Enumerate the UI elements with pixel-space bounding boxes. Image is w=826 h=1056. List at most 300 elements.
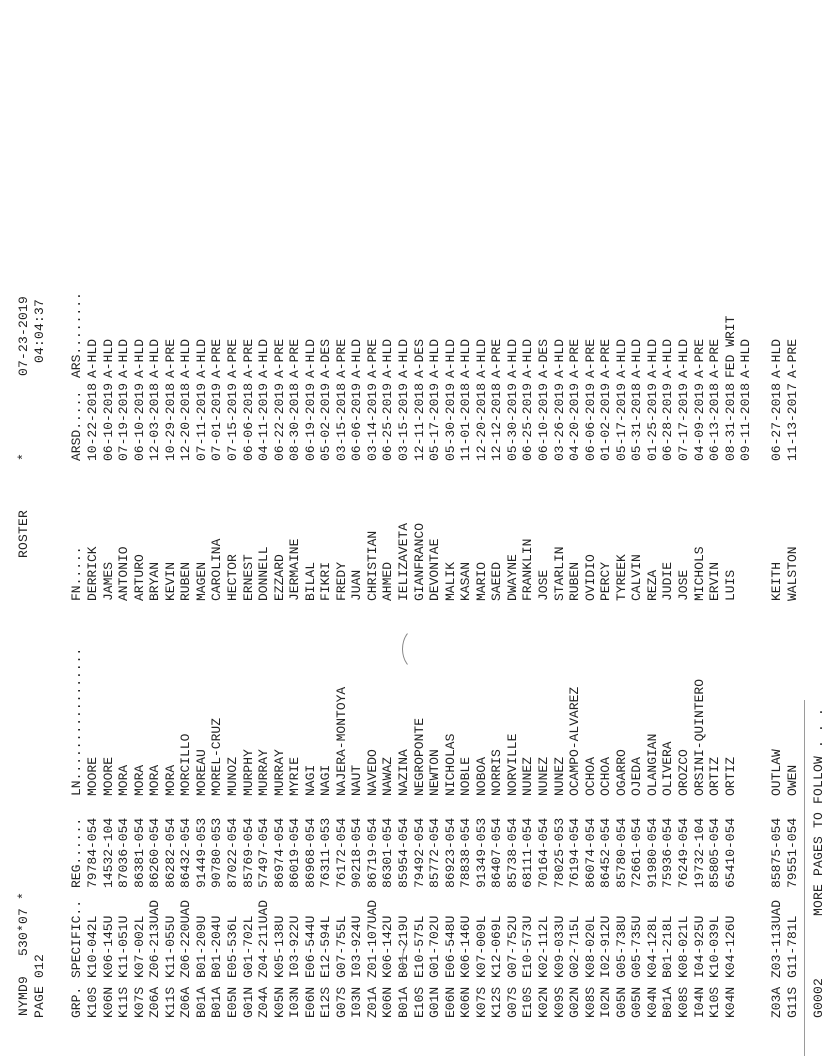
- grp-cell: E10S: [520, 986, 536, 1018]
- reg-cell: 85769-054: [240, 817, 256, 888]
- last-name-cell: NOBLE: [458, 756, 474, 796]
- table-row: [116, 0, 132, 1056]
- reg-cell: 76249-054: [675, 817, 691, 888]
- table-row: [692, 0, 708, 1056]
- table-row: [287, 0, 303, 1056]
- last-name-cell: OLANGIAN: [644, 733, 660, 796]
- specific-cell: K11-055U: [162, 915, 178, 978]
- last-name-cell: MURRAY: [256, 749, 272, 796]
- ars-cell: A-PRE: [707, 338, 722, 378]
- last-name-cell: NOBOA: [473, 756, 489, 796]
- ars-cell: A-PRE: [287, 338, 303, 378]
- grp-cell: E05N: [225, 986, 240, 1018]
- grp-cell: K08S: [582, 986, 598, 1018]
- table-row: [583, 0, 599, 1056]
- footer-note: MORE PAGES TO FOLLOW . . .: [811, 707, 826, 916]
- last-name-cell: NAWAZ: [380, 756, 396, 796]
- last-name-cell: MORA: [131, 764, 147, 796]
- reg-cell: 75936-054: [660, 817, 676, 888]
- last-name-cell: NUNEZ: [536, 756, 551, 796]
- table-row: [209, 0, 225, 1056]
- grp-cell: K11S: [162, 986, 178, 1018]
- first-name-cell: JOSE: [536, 569, 551, 601]
- ars-cell: A-PRE: [271, 338, 287, 378]
- table-row: [380, 0, 396, 1056]
- arsd-cell: 05-02-2019: [318, 382, 334, 461]
- table-row: [536, 0, 552, 1056]
- arsd-cell: 03-15-2019: [396, 382, 411, 461]
- reg-cell: 90780-053: [209, 817, 225, 888]
- reg-cell: 91449-053: [193, 817, 209, 888]
- last-name-cell: NORRIS: [489, 749, 505, 796]
- reg-cell: 86432-054: [178, 817, 194, 888]
- specific-cell: K06-146U: [458, 915, 474, 978]
- grp-cell: I03N: [287, 986, 303, 1018]
- last-name-cell: ORSINI-QUINTERO: [691, 678, 707, 796]
- first-name-cell: ERNEST: [240, 554, 256, 601]
- last-name-cell: MORA: [147, 764, 163, 796]
- specific-cell: Z01-107UAD: [364, 899, 380, 978]
- arsd-cell: 06-10-2019: [100, 382, 116, 461]
- last-name-cell: NEGROPONTE: [411, 717, 427, 796]
- last-name-cell: OCHOA: [582, 756, 598, 796]
- first-name-cell: BILAL: [302, 561, 318, 601]
- report-title: ROSTER: [16, 509, 31, 558]
- grp-cell: K10S: [85, 986, 100, 1018]
- first-name-cell: ARTURO: [131, 554, 147, 601]
- ars-cell: A-DES: [536, 338, 551, 378]
- table-row: [147, 0, 163, 1056]
- first-name-cell: RUBEN: [567, 561, 582, 601]
- ars-cell: A-HLD: [131, 338, 147, 378]
- first-name-cell: SAEED: [489, 561, 505, 601]
- first-name-cell: KEITH: [769, 561, 785, 601]
- specific-cell: G07-755L: [333, 915, 349, 978]
- specific-cell: I03-922U: [287, 915, 303, 978]
- column-header-row: [69, 0, 85, 1056]
- reg-cell: 86301-054: [380, 817, 396, 888]
- reg-cell: 78838-054: [458, 817, 474, 888]
- reg-cell: 87036-054: [116, 817, 132, 888]
- specific-cell: K05-138U: [271, 915, 287, 978]
- first-name-cell: REZA: [644, 569, 660, 601]
- arsd-cell: 12-20-2018: [473, 382, 489, 461]
- last-name-cell: MYRIE: [287, 756, 303, 796]
- grp-cell: Z01A: [364, 986, 380, 1018]
- ars-cell: A-HLD: [675, 338, 691, 378]
- specific-cell: B01-204U: [209, 915, 225, 978]
- grp-cell: K06N: [100, 986, 116, 1018]
- table-row: [567, 0, 583, 1056]
- ars-cell: A-HLD: [256, 338, 272, 378]
- first-name-cell: HECTOR: [225, 554, 240, 601]
- first-name-cell: JOSE: [675, 569, 691, 601]
- arsd-cell: 06-06-2019: [349, 382, 365, 461]
- first-name-cell: JUAN: [349, 569, 365, 601]
- arsd-cell: 01-02-2019: [598, 382, 614, 461]
- specific-cell: G01-702U: [427, 915, 443, 978]
- reg-cell: 86974-054: [271, 817, 287, 888]
- table-row: [334, 0, 350, 1056]
- table-row: [178, 0, 194, 1056]
- table-row: [132, 0, 148, 1056]
- last-name-cell: NICHOLAS: [442, 733, 458, 796]
- grp-cell: G07S: [504, 986, 520, 1018]
- last-name-cell: NORVILLE: [504, 733, 520, 796]
- ars-cell: A-PRE: [691, 338, 707, 378]
- report-date: 07-23-2019: [16, 295, 31, 376]
- ars-cell: A-HLD: [629, 338, 645, 378]
- specific-cell: K04-126U: [722, 915, 738, 978]
- last-name-cell: MORA: [162, 764, 178, 796]
- col-specific: SPECIFIC..: [69, 899, 84, 978]
- first-name-cell: KASAN: [458, 561, 474, 601]
- col-fn: FN.....: [69, 546, 84, 601]
- grp-cell: K07S: [473, 986, 489, 1018]
- first-name-cell: CHRISTIAN: [364, 530, 380, 601]
- reg-cell: 72661-054: [629, 817, 645, 888]
- specific-cell: Z03-113UAD: [769, 899, 785, 978]
- col-ln: LN.................: [69, 647, 84, 796]
- first-name-cell: JERMAINE: [287, 538, 303, 601]
- reg-cell: 79492-054: [411, 817, 427, 888]
- arsd-cell: 06-25-2019: [520, 382, 536, 461]
- last-name-cell: OGARRO: [613, 749, 629, 796]
- last-name-cell: OUTLAW: [769, 749, 785, 796]
- ars-cell: A-HLD: [473, 338, 489, 378]
- grp-cell: G11S: [784, 986, 800, 1018]
- specific-cell: E10-575L: [411, 915, 427, 978]
- specific-cell: K08-020L: [582, 915, 598, 978]
- reg-cell: 87022-054: [225, 817, 240, 888]
- ars-cell: A-PRE: [582, 338, 598, 378]
- table-row: [163, 0, 179, 1056]
- arsd-cell: 10-22-2018: [85, 382, 100, 461]
- col-reg: REG......: [69, 817, 84, 888]
- specific-cell: K11-051U: [116, 915, 132, 978]
- first-name-cell: JAMES: [100, 561, 116, 601]
- grp-cell: I04N: [691, 986, 707, 1018]
- grp-cell: K05N: [271, 986, 287, 1018]
- last-name-cell: MURPHY: [240, 749, 256, 796]
- table-row: [489, 0, 505, 1056]
- reg-cell: 86719-054: [364, 817, 380, 888]
- table-row: [754, 0, 770, 1056]
- specific-cell: B01-219U: [396, 915, 411, 978]
- reg-cell: 85738-054: [504, 817, 520, 888]
- last-name-cell: MOORE: [100, 756, 116, 796]
- first-name-cell: STARLIN: [551, 546, 567, 601]
- table-row: [614, 0, 630, 1056]
- last-name-cell: ORTIZ: [707, 756, 722, 796]
- arsd-cell: 06-19-2019: [302, 382, 318, 461]
- specific-cell: G02-715L: [567, 915, 582, 978]
- reg-cell: 91349-053: [473, 817, 489, 888]
- arsd-cell: 04-11-2019: [256, 382, 272, 461]
- arsd-cell: 05-30-2019: [504, 382, 520, 461]
- first-name-cell: OVIDIO: [582, 554, 598, 601]
- specific-cell: K04-128L: [644, 915, 660, 978]
- grp-cell: G07S: [333, 986, 349, 1018]
- specific-cell: K07-009L: [473, 915, 489, 978]
- specific-cell: I04-925U: [691, 915, 707, 978]
- arsd-cell: 12-20-2018: [178, 382, 194, 461]
- ars-cell: A-HLD: [349, 338, 365, 378]
- last-name-cell: MOREAU: [193, 749, 209, 796]
- grp-cell: Z06A: [147, 986, 163, 1018]
- reg-cell: 79784-054: [85, 817, 100, 888]
- grp-cell: G02N: [567, 986, 582, 1018]
- arsd-cell: 06-13-2018: [707, 382, 722, 461]
- specific-cell: B01-218L: [660, 915, 676, 978]
- first-name-cell: DWAYNE: [504, 554, 520, 601]
- last-name-cell: OJEDA: [629, 756, 645, 796]
- table-row: [676, 0, 692, 1056]
- reg-cell: 85780-054: [613, 817, 629, 888]
- ars-cell: A-HLD: [644, 338, 660, 378]
- table-row: [598, 0, 614, 1056]
- grp-cell: K06N: [380, 986, 396, 1018]
- last-name-cell: NAZINA: [396, 749, 411, 796]
- ars-cell: A-HLD: [85, 338, 100, 378]
- ars-cell: A-HLD: [551, 338, 567, 378]
- reg-cell: 14532-104: [100, 817, 116, 888]
- grp-cell: I02N: [598, 986, 614, 1018]
- binder-hole-mark: [402, 628, 432, 670]
- last-name-cell: MOREL-CRUZ: [209, 717, 225, 796]
- table-row: [241, 0, 257, 1056]
- last-name-cell: NAVEDO: [364, 749, 380, 796]
- reg-cell: 86452-054: [598, 817, 614, 888]
- ars-cell: A-PRE: [209, 338, 225, 378]
- first-name-cell: JUDIE: [660, 561, 676, 601]
- first-name-cell: EZZARD: [271, 554, 287, 601]
- arsd-cell: 04-20-2019: [567, 382, 582, 461]
- grp-cell: G01N: [240, 986, 256, 1018]
- ars-cell: A-HLD: [427, 338, 443, 378]
- table-row: [738, 0, 754, 1056]
- arsd-cell: 12-03-2018: [147, 382, 163, 461]
- last-name-cell: OCHOA: [598, 756, 614, 796]
- arsd-cell: 03-14-2019: [364, 382, 380, 461]
- ars-cell: A-DES: [411, 338, 427, 378]
- specific-cell: E06-544U: [302, 915, 318, 978]
- last-name-cell: NEWTON: [427, 749, 443, 796]
- grp-cell: K08S: [675, 986, 691, 1018]
- first-name-cell: RUBEN: [178, 561, 194, 601]
- reg-cell: 79551-054: [784, 817, 800, 888]
- first-name-cell: ANTONIO: [116, 546, 132, 601]
- grp-cell: G05N: [629, 986, 645, 1018]
- specific-cell: K10-042L: [85, 915, 100, 978]
- ars-cell: A-HLD: [660, 338, 676, 378]
- ars-cell: A-PRE: [162, 338, 178, 378]
- arsd-cell: 07-01-2019: [209, 382, 225, 461]
- first-name-cell: AHMED: [380, 561, 396, 601]
- last-name-cell: OLIVERA: [660, 741, 676, 796]
- specific-cell: K10-039L: [707, 915, 722, 978]
- arsd-cell: 07-11-2019: [193, 382, 209, 461]
- specific-cell: G11-781L: [784, 915, 800, 978]
- ars-cell: A-HLD: [504, 338, 520, 378]
- arsd-cell: 06-10-2019: [131, 382, 147, 461]
- specific-cell: Z06-220UAD: [178, 899, 194, 978]
- grp-cell: B01A: [396, 986, 411, 1018]
- last-name-cell: NAJERA-MONTOYA: [333, 686, 349, 796]
- reg-cell: 57497-054: [256, 817, 272, 888]
- first-name-cell: ERVIN: [707, 561, 722, 601]
- specific-cell: G07-752U: [504, 915, 520, 978]
- header-star: *: [16, 452, 31, 461]
- grp-cell: K07S: [131, 986, 147, 1018]
- first-name-cell: MARIO: [473, 561, 489, 601]
- reg-cell: 76172-054: [333, 817, 349, 888]
- first-name-cell: MALIK: [442, 561, 458, 601]
- reg-cell: 86260-054: [147, 817, 163, 888]
- first-name-cell: CAROLINA: [209, 538, 225, 601]
- grp-cell: Z06A: [178, 986, 194, 1018]
- specific-cell: K08-021L: [675, 915, 691, 978]
- ars-cell: FED WRIT: [722, 315, 738, 378]
- reg-cell: 76194-054: [567, 817, 582, 888]
- ars-cell: A-PRE: [225, 338, 240, 378]
- table-row: [256, 0, 272, 1056]
- arsd-cell: 07-19-2019: [116, 382, 132, 461]
- specific-cell: K12-069L: [489, 915, 505, 978]
- col-grp: GRP.: [69, 986, 84, 1018]
- specific-cell: G01-702L: [240, 915, 256, 978]
- last-name-cell: ORTIZ: [722, 756, 738, 796]
- grp-cell: E12S: [318, 986, 334, 1018]
- last-name-cell: NUNEZ: [520, 756, 536, 796]
- specific-cell: G05-735U: [629, 915, 645, 978]
- last-name-cell: NUNEZ: [551, 756, 567, 796]
- specific-cell: K06-145U: [100, 915, 116, 978]
- ars-cell: A-PRE: [240, 338, 256, 378]
- first-name-cell: FRANKLIN: [520, 538, 536, 601]
- first-name-cell: LUIS: [722, 569, 738, 601]
- arsd-cell: 06-25-2019: [380, 382, 396, 461]
- grp-cell: B01A: [209, 986, 225, 1018]
- arsd-cell: 06-06-2019: [582, 382, 598, 461]
- grp-cell: E10S: [411, 986, 427, 1018]
- arsd-cell: 08-31-2018: [722, 382, 738, 461]
- specific-cell: B01-209U: [193, 915, 209, 978]
- grp-cell: Z03A: [769, 986, 785, 1018]
- ars-cell: A-HLD: [458, 338, 474, 378]
- arsd-cell: 07-17-2019: [675, 382, 691, 461]
- arsd-cell: 11-13-2017: [784, 382, 800, 461]
- arsd-cell: 03-15-2018: [333, 382, 349, 461]
- table-row: [349, 0, 365, 1056]
- table-row: [412, 0, 428, 1056]
- table-row: [365, 0, 381, 1056]
- table-row: [458, 0, 474, 1056]
- arsd-cell: 06-27-2018: [769, 382, 785, 461]
- reg-cell: 85875-054: [769, 817, 785, 888]
- specific-cell: I02-912U: [598, 915, 614, 978]
- table-row: [769, 0, 785, 1056]
- last-name-cell: MORCILLO: [178, 733, 194, 796]
- reg-cell: 85772-054: [427, 817, 443, 888]
- reg-cell: 85954-054: [396, 817, 411, 888]
- ars-cell: A-HLD: [442, 338, 458, 378]
- first-name-cell: TYREEK: [613, 554, 629, 601]
- specific-cell: Z06-213UAD: [147, 899, 163, 978]
- ars-cell: A-HLD: [396, 338, 411, 378]
- header-sub: 530*07 *: [16, 891, 31, 956]
- last-name-cell: MOORE: [85, 756, 100, 796]
- first-name-cell: DEVONTAE: [427, 538, 443, 601]
- specific-cell: K09-033U: [551, 915, 567, 978]
- ars-cell: A-HLD: [193, 338, 209, 378]
- table-row: [474, 0, 490, 1056]
- arsd-cell: 05-17-2019: [427, 382, 443, 461]
- table-row: [785, 0, 801, 1056]
- specific-cell: E06-548U: [442, 915, 458, 978]
- arsd-cell: 06-06-2018: [240, 382, 256, 461]
- first-name-cell: MICHOLS: [691, 546, 707, 601]
- ars-cell: A-HLD: [116, 338, 132, 378]
- grp-cell: G05N: [613, 986, 629, 1018]
- grp-cell: K06N: [458, 986, 474, 1018]
- specific-cell: G05-738U: [613, 915, 629, 978]
- last-name-cell: OWEN: [784, 764, 800, 796]
- table-row: [520, 0, 536, 1056]
- table-row: [443, 0, 459, 1056]
- specific-cell: I03-924U: [349, 915, 365, 978]
- first-name-cell: KEVIN: [162, 561, 178, 601]
- first-name-cell: MAGEN: [193, 561, 209, 601]
- reg-cell: 86282-054: [162, 817, 178, 888]
- specific-cell: K02-112L: [536, 915, 551, 978]
- table-row: [660, 0, 676, 1056]
- last-name-cell: OROZCO: [675, 749, 691, 796]
- grp-cell: K04N: [722, 986, 738, 1018]
- table-row: [552, 0, 568, 1056]
- grp-cell: I03N: [349, 986, 365, 1018]
- table-row: [427, 0, 443, 1056]
- ars-cell: A-HLD: [302, 338, 318, 378]
- ars-cell: A-HLD: [738, 338, 754, 378]
- header-code: NYMD9: [16, 975, 31, 1016]
- ars-cell: A-DES: [318, 338, 334, 378]
- grp-cell: B01A: [193, 986, 209, 1018]
- reg-cell: 86074-054: [582, 817, 598, 888]
- reg-cell: 91980-054: [644, 817, 660, 888]
- first-name-cell: WALSTON: [784, 546, 800, 601]
- arsd-cell: 05-17-2019: [613, 382, 629, 461]
- ars-cell: A-PRE: [333, 338, 349, 378]
- last-name-cell: NAGI: [302, 764, 318, 796]
- specific-cell: K07-002L: [131, 915, 147, 978]
- ars-cell: A-HLD: [100, 338, 116, 378]
- reg-cell: 70164-054: [536, 817, 551, 888]
- arsd-cell: 06-28-2019: [660, 382, 676, 461]
- grp-cell: E06N: [442, 986, 458, 1018]
- reg-cell: 90218-054: [349, 817, 365, 888]
- report-time: 04:04:37: [32, 298, 47, 363]
- last-name-cell: MORA: [116, 764, 132, 796]
- reg-cell: 65410-054: [722, 817, 738, 888]
- last-name-cell: OCAMPO-ALVAREZ: [567, 686, 582, 796]
- reg-cell: 86019-054: [287, 817, 303, 888]
- first-name-cell: PERCY: [598, 561, 614, 601]
- table-row: [85, 0, 101, 1056]
- grp-cell: Z04A: [256, 986, 272, 1018]
- ars-cell: A-HLD: [147, 338, 163, 378]
- table-row: [101, 0, 117, 1056]
